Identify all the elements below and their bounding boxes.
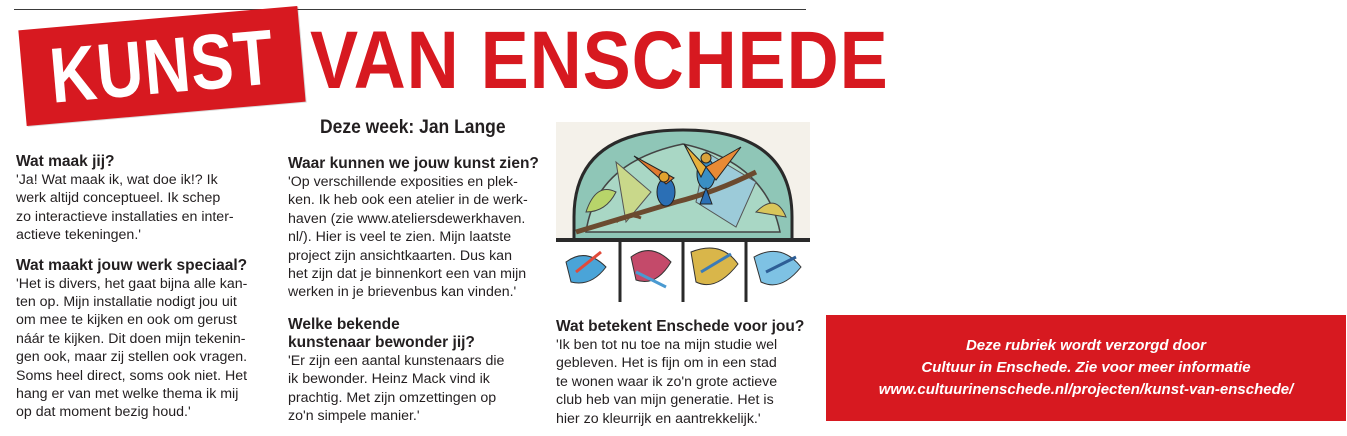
info-line: Deze rubriek wordt verzorgd door	[965, 337, 1207, 354]
info-box	[826, 315, 1346, 421]
answer-text: 'Ja! Wat maak ik, wat doe ik!? Ik werk altijd conceptueel. Ik schep zo interactieve installaties en inter- actieve tekeningen.'	[16, 172, 234, 244]
masthead-red-banner	[18, 6, 305, 126]
column-2	[288, 155, 550, 425]
masthead-word-van-enschede: VAN ENSCHEDE	[310, 15, 889, 106]
masthead-word-kunst: KUNST	[46, 12, 278, 120]
subtitle: Deze week: Jan Lange	[320, 117, 506, 138]
stained-glass-birds-illustration	[556, 122, 810, 302]
column-3	[556, 318, 818, 428]
question-heading: Wat maakt jouw werk speciaal?	[16, 256, 248, 274]
question-heading: Wat betekent Enschede voor jou?	[556, 318, 805, 335]
answer-text: 'Er zijn een aantal kunstenaars die ik bewonder. Heinz Mack vind ik prachtig. Met zijn omzettingen op zo'n simpele manier.'	[288, 352, 505, 425]
info-line: Cultuur in Enschede. Zie voor meer informatie	[921, 359, 1251, 376]
question-heading: Wat maak jij?	[16, 153, 115, 170]
column-1	[16, 153, 276, 422]
answer-text: 'Op verschillende exposities en plek- ken. Ik heb ook een atelier in de werk- haven (zie www.ateliersdewerkhaven. nl/). Hier is veel te zien. Mijn laatste project zijn ansichtkaarten. Dus kan het zijn dat je binnenkort een van mijn werken in je brievenbus kan vinden.'	[288, 174, 528, 301]
question-heading: Welke bekende kunstenaar bewonder jij?	[288, 315, 475, 351]
answer-text: 'Ik ben tot nu toe na mijn studie wel gebleven. Het is fijn om in een stad te wonen waar ik zo'n grote actieve club heb van mijn generatie. Het is hier zo kleurrijk en aantrekkelijk.'	[556, 337, 778, 427]
answer-text: 'Het is divers, het gaat bijna alle kan- ten op. Mijn installatie nodigt jou uit om mee te kijken en ook om gerust náár te kijken. Dit doen mijn tekenin- gen ook, maar zij stellen ook vragen. Soms heel direct, soms ook niet. Het hang er van met welke thema ik mij op dat moment bezig houd.'	[16, 275, 248, 421]
top-rule	[14, 9, 806, 10]
question-heading: Waar kunnen we jouw kunst zien?	[288, 155, 539, 172]
artwork-image	[556, 122, 810, 302]
info-link[interactable]: www.cultuurinenschede.nl/projecten/kunst-van-enschede/	[878, 381, 1294, 398]
